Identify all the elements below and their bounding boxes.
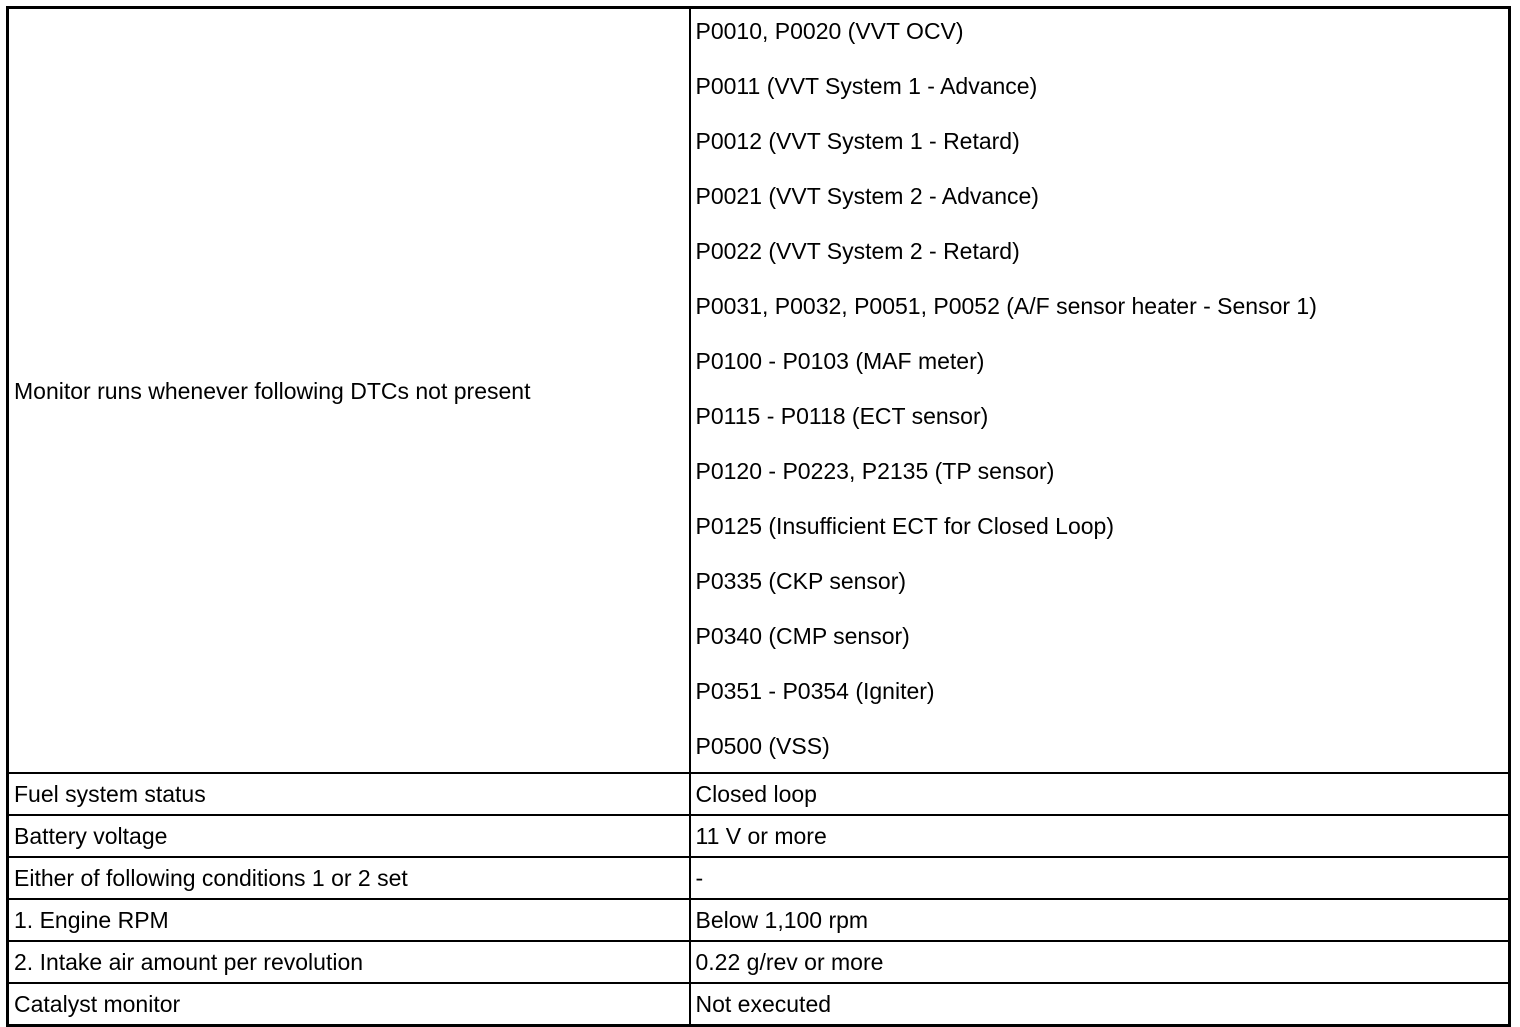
row-value-battery-voltage: 11 V or more <box>690 815 1510 857</box>
row-value-either-conditions: - <box>690 857 1510 899</box>
dtc-item: P0115 - P0118 (ECT sensor) <box>695 403 989 429</box>
dtc-item: P0021 (VVT System 2 - Advance) <box>695 183 1039 209</box>
dtc-item: P0125 (Insufficient ECT for Closed Loop) <box>695 513 1114 539</box>
row-label-intake-air-amount: 2. Intake air amount per revolution <box>8 941 690 983</box>
dtc-item: P0335 (CKP sensor) <box>695 568 907 594</box>
dtc-list-cell <box>690 8 1510 774</box>
dtc-item: P0011 (VVT System 1 - Advance) <box>695 73 1038 99</box>
table-row <box>8 899 1510 941</box>
table-row <box>8 8 1510 774</box>
table-row <box>8 857 1510 899</box>
row-label-catalyst-monitor: Catalyst monitor <box>8 983 690 1026</box>
dtc-list <box>696 9 1509 772</box>
dtc-item: P0010, P0020 (VVT OCV) <box>695 18 964 44</box>
dtc-item: P0351 - P0354 (Igniter) <box>695 678 935 704</box>
row-value-fuel-system-status: Closed loop <box>690 773 1510 815</box>
table-row <box>8 941 1510 983</box>
row-label-fuel-system-status: Fuel system status <box>8 773 690 815</box>
dtc-item: P0120 - P0223, P2135 (TP sensor) <box>695 458 1055 484</box>
dtc-item: P0022 (VVT System 2 - Retard) <box>695 238 1020 264</box>
dtc-item: P0500 (VSS) <box>695 733 830 759</box>
row-label-engine-rpm: 1. Engine RPM <box>8 899 690 941</box>
row-value-engine-rpm: Below 1,100 rpm <box>690 899 1510 941</box>
row-value-intake-air-amount: 0.22 g/rev or more <box>690 941 1510 983</box>
table-row <box>8 773 1510 815</box>
conditions-table <box>6 6 1511 1027</box>
dtc-item: P0012 (VVT System 1 - Retard) <box>695 128 1020 154</box>
row-label-either-conditions: Either of following conditions 1 or 2 set <box>8 857 690 899</box>
row-label-battery-voltage: Battery voltage <box>8 815 690 857</box>
row-value-catalyst-monitor: Not executed <box>690 983 1510 1026</box>
dtc-item: P0031, P0032, P0051, P0052 (A/F sensor heater - Sensor 1) <box>695 293 1317 319</box>
monitor-condition-label: Monitor runs whenever following DTCs not present <box>8 8 690 774</box>
dtc-item: P0100 - P0103 (MAF meter) <box>695 348 985 374</box>
table-row <box>8 815 1510 857</box>
dtc-item: P0340 (CMP sensor) <box>695 623 910 649</box>
table-row <box>8 983 1510 1026</box>
